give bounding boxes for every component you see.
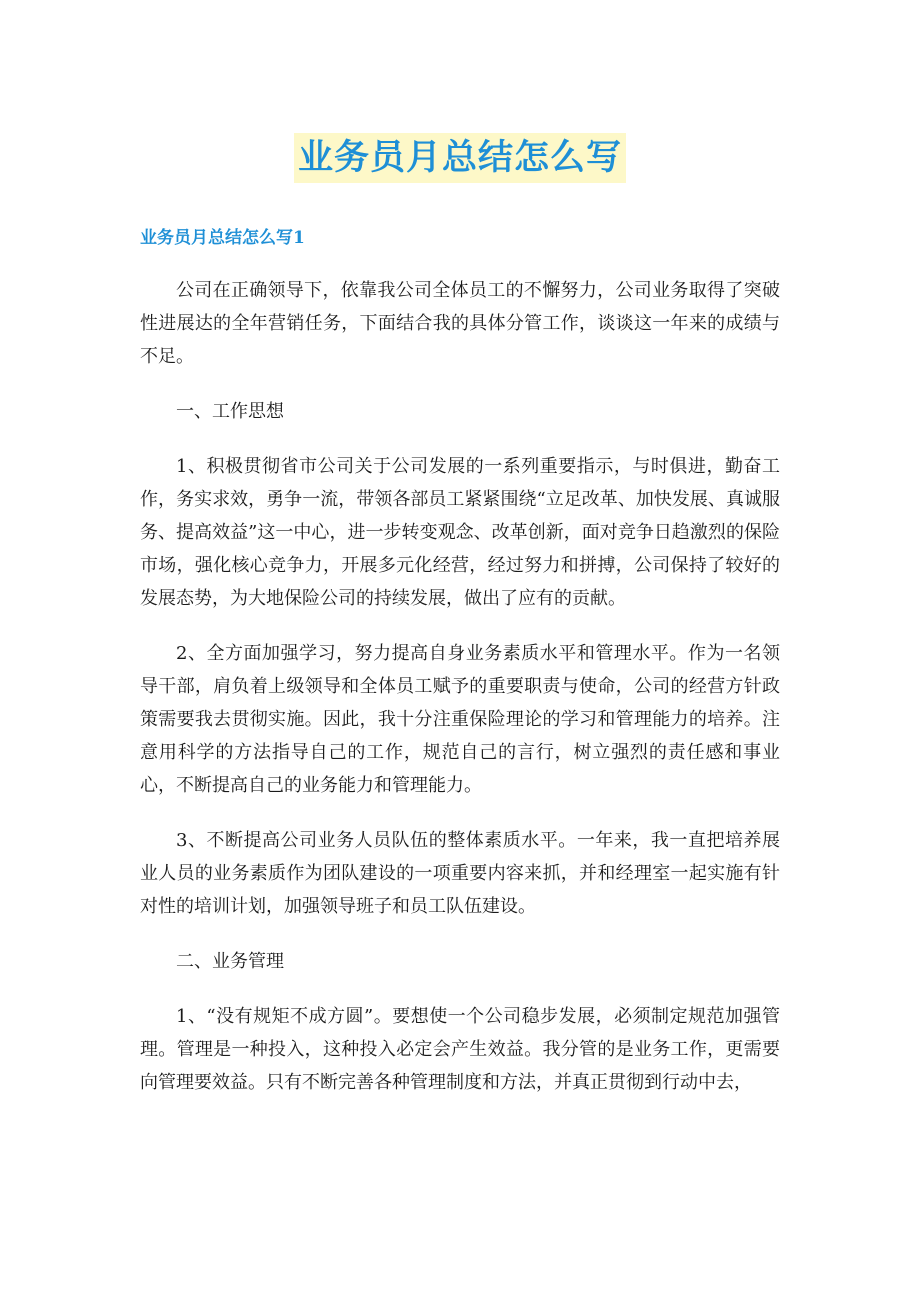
document-body bbox=[140, 274, 780, 1121]
paragraph-item-2: 2、全方面加强学习，努力提高自身业务素质水平和管理水平。作为一名领导干部，肩负着上级领导和全体员工赋予的重要职责与使命，公司的经营方针政策需要我去贯彻实施。因此，我十分注重保险理论的学习和管理能力的培养。注意用科学的方法指导自己的工作，规范自己的言行，树立强烈的责任感和事业心，不断提高自己的业务能力和管理能力。 bbox=[140, 643, 780, 796]
section-heading: 业务员月总结怎么写1 bbox=[140, 228, 305, 248]
title-wrapper bbox=[0, 133, 920, 183]
heading-work-thinking: 一、工作思想 bbox=[176, 401, 284, 422]
heading-business-management: 二、业务管理 bbox=[176, 951, 284, 972]
intro-paragraph: 公司在正确领导下，依靠我公司全体员工的不懈努力，公司业务取得了突破性进展达的全年营销任务，下面结合我的具体分管工作，谈谈这一年来的成绩与不足。 bbox=[140, 280, 780, 367]
paragraph-item-3: 3、不断提高公司业务人员队伍的整体素质水平。一年来，我一直把培养展业人员的业务素质作为团队建设的一项重要内容来抓，并和经理室一起实施有针对性的培训计划，加强领导班子和员工队伍建设。 bbox=[140, 830, 780, 917]
paragraph-management-1: 1、“没有规矩不成方圆”。要想使一个公司稳步发展，必须制定规范加强管理。管理是一种投入，这种投入必定会产生效益。我分管的是业务工作，更需要向管理要效益。只有不断完善各种管理制度和方法，并真正贯彻到行动中去， bbox=[140, 1006, 780, 1093]
paragraph-item-1: 1、积极贯彻省市公司关于公司发展的一系列重要指示，与时俱进，勤奋工作，务实求效，勇争一流，带领各部员工紧紧围绕“立足改革、加快发展、真诚服务、提高效益”这一中心，进一步转变观念、改革创新，面对竞争日趋激烈的保险市场，强化核心竞争力，开展多元化经营，经过努力和拼搏，公司保持了较好的发展态势，为大地保险公司的持续发展，做出了应有的贡献。 bbox=[140, 456, 780, 609]
document-title: 业务员月总结怎么写 bbox=[294, 133, 626, 183]
